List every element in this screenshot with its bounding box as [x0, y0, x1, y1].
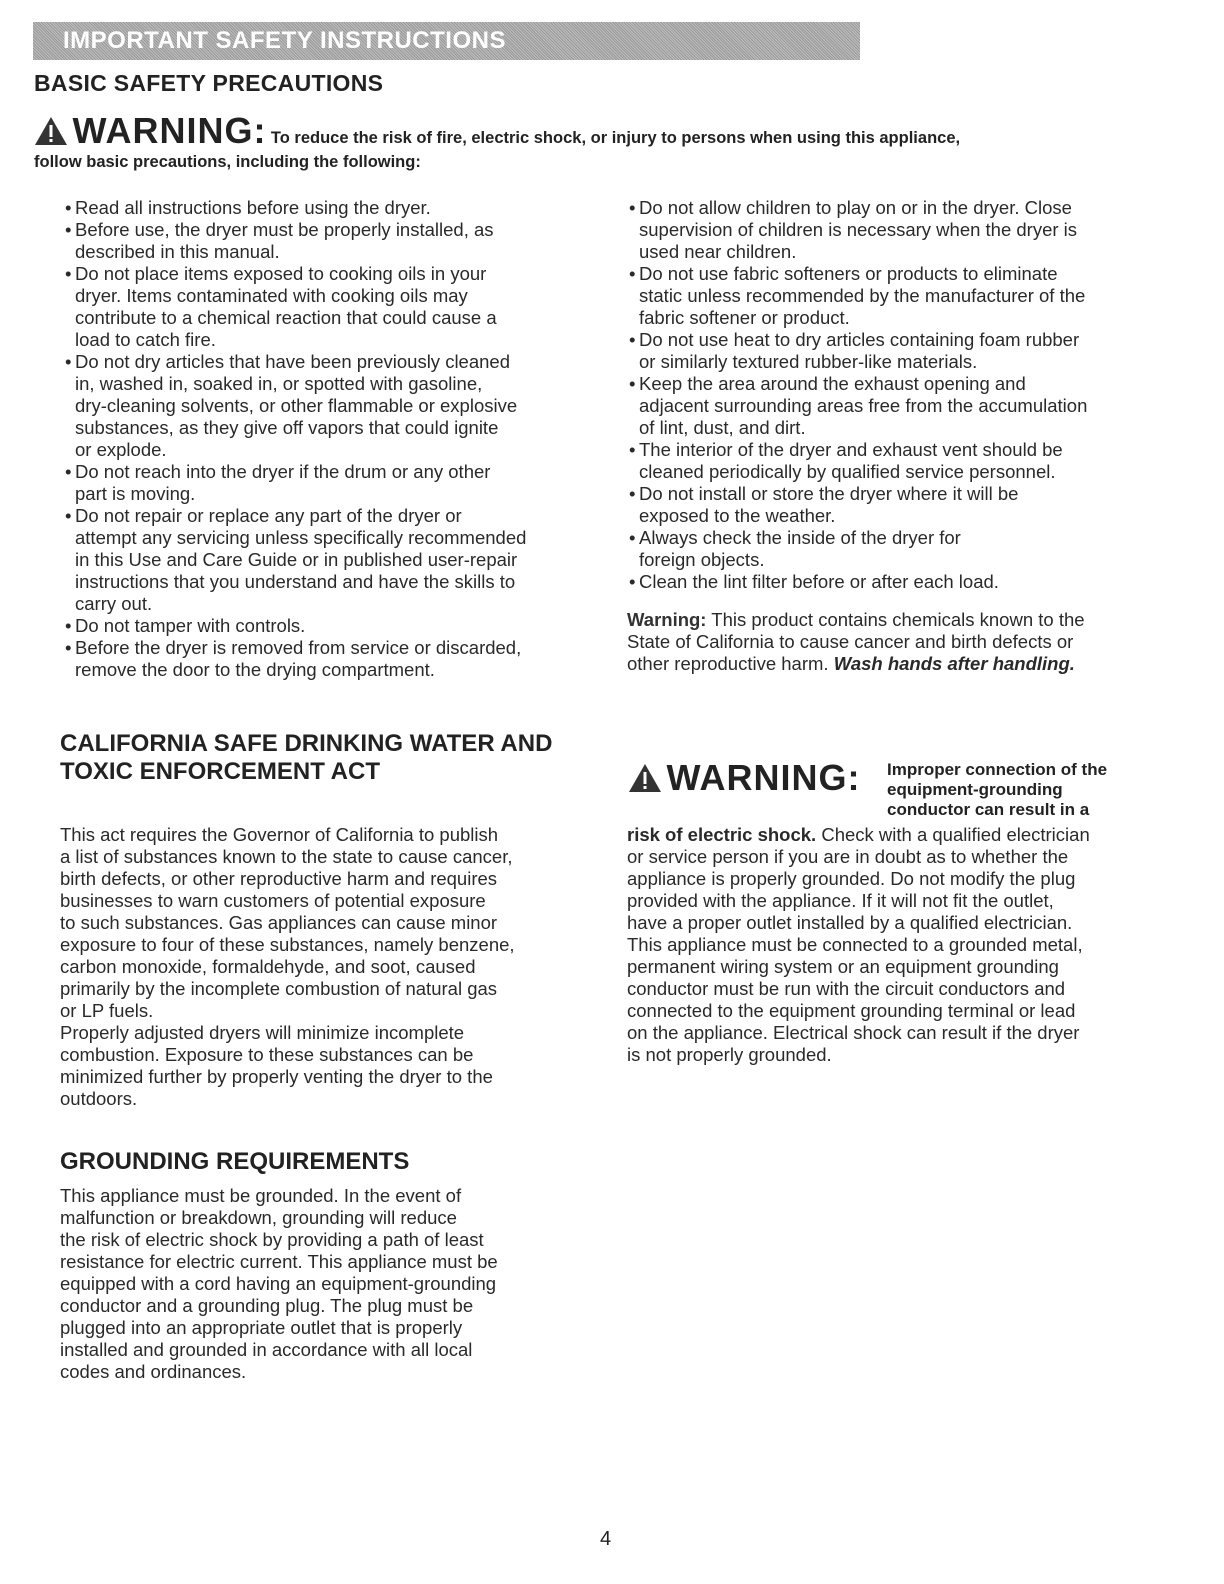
bullet-item: [75, 219, 526, 263]
warning-text-cont: follow basic precautions, including the following:: [34, 153, 421, 171]
paragraph-line: plugged into an appropriate outlet that is properly: [60, 1317, 463, 1338]
paragraph-line: exposure to four of these substances, namely benzene,: [60, 934, 515, 955]
bullet-line: • Before the dryer is removed from service or discarded,: [75, 637, 526, 659]
warning-sub-line: conductor can result in a: [887, 800, 1090, 819]
bullet-line: • Do not place items exposed to cooking oils in your: [75, 263, 526, 285]
bullet-line: • Keep the area around the exhaust opening and: [639, 373, 1087, 395]
bullet-item: [639, 483, 1087, 527]
bullet-line: • Do not install or store the dryer where it will be: [639, 483, 1087, 505]
bullet-line: dry-cleaning solvents, or other flammable or explosive: [75, 395, 518, 416]
paragraph-line: installed and grounded in accordance with all local: [60, 1339, 473, 1360]
bullet-line: • Do not reach into the dryer if the drum or any other: [75, 461, 526, 483]
bullet-item: [639, 527, 1087, 571]
paragraph-line: conductor must be run with the circuit conductors and: [627, 978, 1066, 999]
prop65-text: State of California to cause cancer and birth defects or: [627, 631, 1074, 652]
paragraph-line: codes and ordinances.: [60, 1361, 247, 1382]
paragraph-line: birth defects, or other reproductive harm and requires: [60, 868, 498, 889]
paragraph-line: a list of substances known to the state to cause cancer,: [60, 846, 513, 867]
bullet-line: foreign objects.: [639, 549, 765, 570]
warning-sub-line: equipment-grounding: [887, 780, 1063, 799]
bullet-item: [75, 615, 526, 637]
bullet-line: substances, as they give off vapors that could ignite: [75, 417, 499, 438]
paragraph-line: carbon monoxide, formaldehyde, and soot, caused: [60, 956, 476, 977]
bullet-line: • Do not allow children to play on or in the dryer. Close: [639, 197, 1087, 219]
paragraph-line: appliance is properly grounded. Do not modify the plug: [627, 868, 1076, 889]
bullet-line: • Do not use fabric softeners or products to eliminate: [639, 263, 1087, 285]
bullet-line: • Do not dry articles that have been previously cleaned: [75, 351, 526, 373]
bullet-line: fabric softener or product.: [639, 307, 850, 328]
paragraph-line: the risk of electric shock by providing a path of least: [60, 1229, 484, 1250]
warning-block-1: [34, 110, 960, 152]
bullet-item: [639, 197, 1087, 263]
california-paragraph: [60, 824, 515, 1110]
warning-2-subtext: [887, 760, 1107, 820]
paragraph-line: This appliance must be grounded. In the event of: [60, 1185, 462, 1206]
basic-safety-heading: BASIC SAFETY PRECAUTIONS: [34, 70, 384, 96]
bullet-item: [639, 263, 1087, 329]
warning-triangle-icon: [628, 763, 662, 793]
page-number: 4: [600, 1528, 612, 1550]
bullet-line: static unless recommended by the manufacturer of the: [639, 285, 1086, 306]
bullet-line: adjacent surrounding areas free from the accumulation: [639, 395, 1088, 416]
paragraph-line: or LP fuels.: [60, 1000, 154, 1021]
paragraph-line: connected to the equipment grounding terminal or lead: [627, 1000, 1076, 1021]
bullet-line: used near children.: [639, 241, 797, 262]
heading-line: CALIFORNIA SAFE DRINKING WATER AND: [60, 730, 553, 757]
paragraph-line: Properly adjusted dryers will minimize incomplete: [60, 1022, 465, 1043]
warning-2-paragraph: [627, 824, 1090, 1066]
bullet-line: carry out.: [75, 593, 153, 614]
warning-2-text: Check with a qualified electrician: [816, 824, 1090, 845]
paragraph-line: have a proper outlet installed by a qualified electrician.: [627, 912, 1073, 933]
bullet-item: [639, 329, 1087, 373]
bullet-item: [75, 461, 526, 505]
bullet-line: of lint, dust, and dirt.: [639, 417, 806, 438]
bullet-line: described in this manual.: [75, 241, 280, 262]
paragraph-line: is not properly grounded.: [627, 1044, 832, 1065]
bullet-item: [639, 373, 1087, 439]
left-bullet-list: [75, 197, 526, 681]
bullet-line: contribute to a chemical reaction that could cause a: [75, 307, 497, 328]
bullet-line: exposed to the weather.: [639, 505, 836, 526]
bullet-item: [75, 263, 526, 351]
paragraph-line: permanent wiring system or an equipment grounding: [627, 956, 1059, 977]
prop65-text: other reproductive harm.: [627, 653, 834, 674]
bullet-line: remove the door to the drying compartment.: [75, 659, 435, 680]
bullet-item: [75, 351, 526, 461]
paragraph-line: This act requires the Governor of California to publish: [60, 824, 499, 845]
paragraph-line: businesses to warn customers of potential exposure: [60, 890, 486, 911]
warning-sub-line: Improper connection of the: [887, 760, 1108, 779]
prop65-label: Warning:: [627, 609, 707, 630]
section-banner: IMPORTANT SAFETY INSTRUCTIONS: [33, 22, 860, 60]
bullet-line: load to catch fire.: [75, 329, 216, 350]
bullet-line: dryer. Items contaminated with cooking oils may: [75, 285, 468, 306]
bullet-line: part is moving.: [75, 483, 196, 504]
bullet-line: • Clean the lint filter before or after each load.: [639, 571, 1087, 593]
heading-line: TOXIC ENFORCEMENT ACT: [60, 758, 381, 785]
bullet-item: [639, 439, 1087, 483]
paragraph-line: or service person if you are in doubt as to whether the: [627, 846, 1069, 867]
right-bullet-list: [639, 197, 1087, 593]
paragraph-line: on the appliance. Electrical shock can result if the dryer: [627, 1022, 1080, 1043]
paragraph-line: equipped with a cord having an equipment-grounding: [60, 1273, 497, 1294]
paragraph-line: resistance for electric current. This appliance must be: [60, 1251, 498, 1272]
prop65-warning: [627, 609, 1085, 675]
bullet-line: or similarly textured rubber-like materials.: [639, 351, 978, 372]
bullet-line: in this Use and Care Guide or in published user-repair: [75, 549, 518, 570]
paragraph-line: This appliance must be connected to a grounded metal,: [627, 934, 1083, 955]
prop65-emphasis: Wash hands after handling.: [833, 653, 1075, 674]
paragraph-line: provided with the appliance. If it will not fit the outlet,: [627, 890, 1054, 911]
paragraph-line: primarily by the incomplete combustion of natural gas: [60, 978, 498, 999]
paragraph-line: minimized further by properly venting the dryer to the: [60, 1066, 493, 1087]
bullet-item: [75, 505, 526, 615]
paragraph-line: outdoors.: [60, 1088, 138, 1109]
warning-triangle-icon: [34, 116, 68, 146]
bullet-line: • Before use, the dryer must be properly installed, as: [75, 219, 526, 241]
bullet-line: • Do not repair or replace any part of the dryer or: [75, 505, 526, 527]
warning-block-2: [628, 757, 860, 799]
prop65-text: This product contains chemicals known to the: [706, 609, 1085, 630]
warning-2-bold: risk of electric shock.: [627, 824, 817, 845]
bullet-line: • Do not use heat to dry articles containing foam rubber: [639, 329, 1087, 351]
bullet-item: [75, 637, 526, 681]
bullet-line: • The interior of the dryer and exhaust vent should be: [639, 439, 1087, 461]
paragraph-line: malfunction or breakdown, grounding will reduce: [60, 1207, 457, 1228]
bullet-line: instructions that you understand and have the skills to: [75, 571, 516, 592]
paragraph-line: to such substances. Gas appliances can cause minor: [60, 912, 498, 933]
bullet-line: cleaned periodically by qualified service personnel.: [639, 461, 1056, 482]
bullet-line: in, washed in, soaked in, or spotted with gasoline,: [75, 373, 483, 394]
bullet-line: or explode.: [75, 439, 167, 460]
grounding-paragraph: [60, 1185, 498, 1383]
paragraph-line: combustion. Exposure to these substances can be: [60, 1044, 474, 1065]
bullet-line: • Always check the inside of the dryer for: [639, 527, 1087, 549]
bullet-line: attempt any servicing unless specifically recommended: [75, 527, 527, 548]
bullet-line: • Do not tamper with controls.: [75, 615, 526, 637]
bullet-item: [639, 571, 1087, 593]
bullet-item: [75, 197, 526, 219]
bullet-line: • Read all instructions before using the dryer.: [75, 197, 526, 219]
warning-word: WARNING:: [72, 110, 267, 151]
grounding-heading: GROUNDING REQUIREMENTS: [60, 1148, 410, 1175]
bullet-line: supervision of children is necessary when the dryer is: [639, 219, 1078, 240]
paragraph-line: conductor and a grounding plug. The plug must be: [60, 1295, 474, 1316]
warning-word: WARNING:: [666, 757, 861, 798]
warning-text: To reduce the risk of fire, electric shock, or injury to persons when using this appliance,: [270, 129, 961, 147]
california-heading: [60, 730, 552, 786]
